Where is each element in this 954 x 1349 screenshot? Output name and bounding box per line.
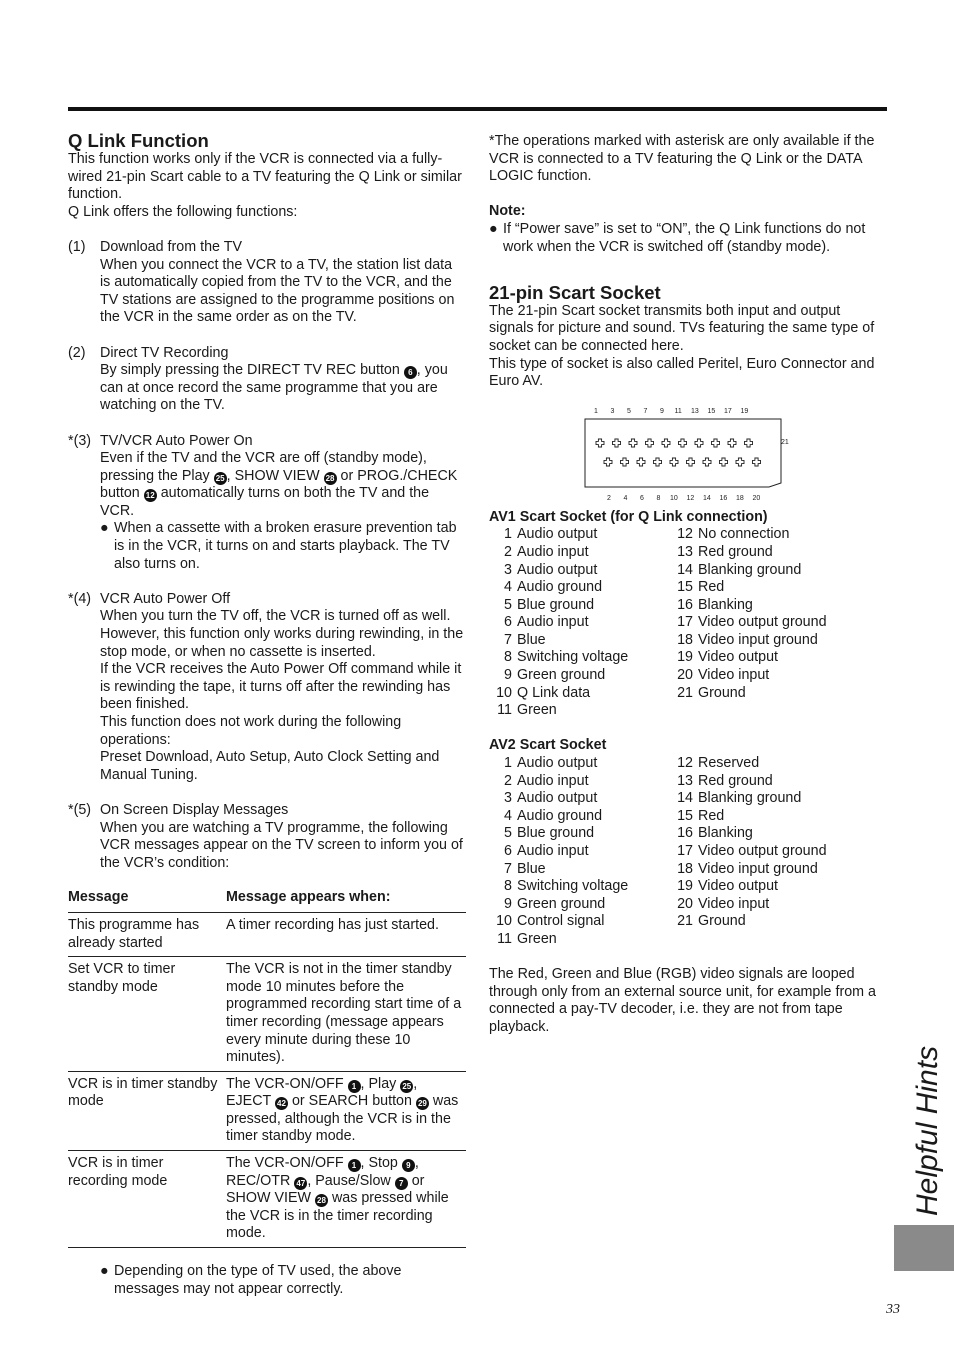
pin-description: Blanking ground [698, 790, 802, 807]
function-title: VCR Auto Power Off [100, 590, 231, 607]
pin-row [670, 913, 880, 931]
pin-icon [662, 439, 670, 447]
pin-description: Green ground [517, 895, 606, 912]
pin-label: 21 [781, 438, 789, 446]
scart-connector-diagram [583, 405, 793, 503]
pin-label: 7 [643, 407, 648, 415]
pin-icon [745, 439, 753, 447]
function-body: Even if the TV and the VCR are off (standby mode), pressing the Play 25 , SHOW VIEW 28 or PROG./CHECK button 12 automatically turns on both the TV and the VCR. [100, 450, 458, 519]
pin-description: Reserved [698, 755, 760, 772]
pin-number: 2 [504, 772, 512, 789]
qlink-intro-2: Q Link offers the following functions: [68, 203, 298, 220]
pin-label: 13 [691, 407, 699, 415]
pin-description: Audio output [517, 561, 598, 578]
pin-description: Video input ground [698, 860, 818, 877]
table-cell: A timer recording has just started. [226, 912, 466, 956]
av1-title: AV1 Scart Socket (for Q Link connection) [489, 508, 768, 525]
function-item: *(4) VCR Auto Power Off When you turn the TV off, the VCR is turned off as well. However, this function only works during rewinding, in the stop mode, or when no cassette is inserted. If the VCR receives the Auto Power Off command while it is rewinding the tape, it turns off after the rewinding has been finished. This function does not work during the following operations: Preset Download, Auto Setup, Auto Clock Setting and Manual Tuning. [68, 591, 466, 785]
pin-number: 11 [497, 702, 512, 719]
pin-row [489, 579, 670, 597]
pin-row [489, 773, 670, 791]
pin-icon [679, 439, 687, 447]
pin-number: 3 [504, 561, 512, 578]
pin-icon [728, 439, 736, 447]
button-number-icon: 7 [395, 1177, 408, 1190]
pin-number: 12 [677, 755, 693, 772]
pin-number: 20 [677, 667, 693, 684]
button-number-icon: 12 [144, 489, 157, 502]
pin-row [670, 632, 880, 650]
pin-description: Red ground [698, 543, 773, 560]
pin-number: 15 [677, 807, 693, 824]
pin-label: 19 [740, 407, 749, 415]
pin-description: Ground [698, 913, 746, 930]
pin-number: 14 [677, 561, 693, 578]
pin-number: 8 [504, 649, 512, 666]
pin-description: Audio output [517, 526, 598, 543]
function-body: This function does not work during the following operations: [100, 714, 402, 748]
pin-number: 10 [496, 684, 512, 701]
pin-row [670, 562, 880, 580]
pin-description: Video output ground [698, 614, 827, 631]
pin-label: 14 [703, 494, 711, 502]
pin-description: Blue ground [517, 596, 595, 613]
pin-icon [712, 439, 720, 447]
asterisk-note: *The operations marked with asterisk are only available if the VCR is connected to a TV featuring the Q Link or the DATA LOGIC function. [489, 133, 875, 185]
function-body: If the VCR receives the Auto Power Off command while it is rewinding the tape, it turns off after the rewinding has been finished. [100, 661, 462, 713]
scart-heading: 21-pin Scart Socket [489, 281, 661, 303]
pin-icon [703, 458, 711, 466]
pin-icon [695, 439, 703, 447]
qlink-intro: This function works only if the VCR is connected via a fully-wired 21-pin Scart cable to a TV featuring the Q Link or similar function. [68, 151, 462, 203]
pin-icon [596, 439, 604, 447]
pin-row [670, 579, 880, 597]
pin-number [670, 702, 698, 720]
pin-description: Q Link data [517, 684, 591, 701]
pin-number: 1 [504, 755, 512, 772]
pin-number: 9 [504, 895, 512, 912]
pin-description: Green ground [517, 667, 606, 684]
button-number-icon: 6 [404, 366, 417, 379]
pin-row [670, 773, 880, 791]
pin-description: Video output ground [698, 843, 827, 859]
pin-description: Video output [698, 878, 779, 895]
pin-description: Red [698, 807, 725, 824]
table-header: Message [68, 889, 226, 912]
button-number-icon: 1 [348, 1159, 361, 1172]
pin-row [489, 597, 670, 615]
pin-description: No connection [698, 526, 790, 543]
function-body: When you are watching a TV programme, the following VCR messages appear on the TV screen to inform you of the VCR’s condition: [100, 819, 463, 871]
pin-number: 11 [497, 930, 512, 947]
pin-row [489, 825, 670, 843]
pin-description: Switching voltage [517, 878, 629, 895]
pin-row [489, 808, 670, 826]
pin-description: Audio ground [517, 579, 603, 596]
pin-number: 13 [677, 772, 693, 789]
button-number-icon: 9 [402, 1159, 415, 1172]
pin-number [670, 931, 698, 949]
pin-description: Blue ground [517, 825, 595, 842]
pin-label: 2 [607, 494, 611, 502]
qlink-heading: Q Link Function [68, 130, 209, 151]
bullet-icon: ● [100, 520, 109, 537]
pin-description: Green [517, 930, 557, 947]
function-title: Download from the TV [100, 238, 242, 255]
messages-table [68, 889, 466, 1248]
pin-icon [637, 458, 645, 466]
pin-description: Audio output [517, 790, 598, 807]
table-cell: Set VCR to timer standby mode [68, 957, 226, 1072]
pin-row [670, 931, 880, 949]
table-cell: The VCR-ON/OFF 1 , Play 25 , EJECT 42 or SEARCH button 29 was pressed, although the VCR is in the timer standby mode. [226, 1071, 466, 1150]
pin-description: Blanking [698, 596, 753, 613]
pin-row [489, 667, 670, 685]
pin-label: 1 [594, 407, 598, 415]
pin-description: Video input [698, 667, 770, 684]
pin-number: 17 [677, 614, 693, 631]
pin-number: 21 [677, 684, 693, 701]
pin-number: 19 [677, 878, 693, 895]
pin-description: Green [517, 702, 557, 719]
pin-row [489, 790, 670, 808]
pin-description: Audio input [517, 543, 589, 560]
pin-number: 5 [504, 596, 512, 613]
pin-label: 6 [640, 494, 644, 502]
pin-number: 4 [504, 807, 512, 824]
pin-number: 7 [504, 631, 512, 648]
function-body: Preset Download, Auto Setup, Auto Clock Setting and Manual Tuning. [100, 749, 440, 783]
right-column [489, 133, 887, 1037]
pin-description: Red ground [698, 772, 773, 789]
pin-row [670, 685, 880, 703]
pin-label: 11 [674, 407, 682, 415]
pin-icon [687, 458, 695, 466]
pin-row [489, 755, 670, 773]
pin-number: 12 [677, 526, 693, 543]
function-body: When you connect the VCR to a TV, the station list data is automatically copied from the TV to the VCR, and the TV stations are assigned to the programme positions on the VCR in the same order as on the TV. [100, 256, 455, 326]
bullet-icon: ● [100, 1263, 109, 1280]
function-body: When you turn the TV off, the VCR is turned off as well. However, this function only works during rewinding, in the stop mode, or when no cassette is inserted. [100, 608, 464, 660]
table-header: Message appears when: [226, 889, 466, 912]
pin-label: 15 [707, 407, 716, 415]
function-body: By simply pressing the DIRECT TV REC button 6 , you can at once record the same programme that you are watching on the TV. [100, 362, 448, 414]
side-tab [894, 1225, 954, 1271]
pin-number: 6 [504, 843, 512, 859]
pin-label: 9 [660, 407, 664, 415]
function-item: (2) Direct TV Recording By simply pressing the DIRECT TV REC button 6 , you can at once record the same programme that you are watching on the TV. [68, 345, 466, 415]
function-item: *(5) On Screen Display Messages When you are watching a TV programme, the following VCR messages appear on the TV screen to inform you of the VCR’s condition: [68, 802, 466, 872]
pin-row [489, 632, 670, 650]
pin-row [489, 649, 670, 667]
pin-number: 15 [677, 579, 693, 596]
pin-number: 7 [504, 860, 512, 877]
pin-icon [604, 458, 612, 466]
pin-row [670, 790, 880, 808]
pin-number: 6 [504, 614, 512, 631]
pin-row [670, 843, 880, 861]
pin-row [670, 878, 880, 896]
scart-text: The 21-pin Scart socket transmits both input and output signals for picture and sound. TVs featuring the same type of socket can be connected here. [489, 302, 875, 354]
pin-row [489, 878, 670, 896]
pin-number: 3 [504, 790, 512, 807]
pin-number: 5 [504, 825, 512, 842]
pin-number: 9 [504, 667, 512, 684]
pin-row [489, 931, 670, 949]
pin-row [670, 597, 880, 615]
bullet-note: ● If “Power save” is set to “ON”, the Q Link functions do not work when the VCR is switched off (standby mode). [489, 220, 866, 255]
pin-row [489, 702, 670, 720]
pin-row [489, 614, 670, 632]
pin-number: 14 [677, 790, 693, 807]
pin-icon [621, 458, 629, 466]
function-title: Direct TV Recording [100, 344, 229, 361]
pin-number: 21 [677, 913, 693, 930]
pin-icon [629, 439, 637, 447]
table-row [68, 957, 466, 1072]
table-row [68, 1071, 466, 1150]
pin-number: 10 [496, 913, 512, 930]
pin-row [670, 544, 880, 562]
pin-description: Video input ground [698, 631, 818, 648]
pin-row [489, 843, 670, 861]
av2-pin-list [489, 755, 887, 949]
button-number-icon: 47 [294, 1177, 307, 1190]
scart-text: This type of socket is also called Peritel, Euro Connector and Euro AV. [489, 355, 875, 390]
pin-icon [613, 439, 621, 447]
pin-label: 16 [719, 494, 728, 502]
pin-icon [753, 458, 761, 466]
pin-label: 5 [627, 407, 631, 415]
button-number-icon: 42 [275, 1097, 288, 1110]
pin-number: 13 [677, 543, 693, 560]
pin-description: Audio input [517, 614, 589, 631]
pin-description: Switching voltage [517, 649, 629, 666]
pin-number: 1 [504, 526, 512, 543]
bullet-note: ● Depending on the type of TV used, the above messages may not appear correctly. [100, 1263, 402, 1297]
pin-number: 8 [504, 878, 512, 895]
button-number-icon: 28 [324, 472, 337, 485]
note-label: Note: [489, 203, 526, 220]
pin-number: 2 [504, 543, 512, 560]
pin-number: 17 [677, 843, 693, 859]
pin-icon [654, 458, 662, 466]
scart-connector-icon [583, 405, 793, 503]
table-cell: This programme has already started [68, 912, 226, 956]
table-cell: The VCR-ON/OFF 1 , Stop 9 , REC/OTR 47 , Pause/Slow 7 or SHOW VIEW 28 was pressed while the VCR is in the timer recording mode. [226, 1151, 466, 1248]
pin-number: 4 [504, 579, 512, 596]
bullet-note: ● When a cassette with a broken erasure prevention tab is in the VCR, it turns on and starts playback. The TV also turns on. [100, 520, 457, 572]
pin-row [489, 544, 670, 562]
pin-row [489, 562, 670, 580]
pin-row [670, 667, 880, 685]
button-number-icon: 25 [400, 1080, 413, 1093]
top-rule [68, 107, 887, 111]
pin-row [670, 614, 880, 632]
side-label: Helpful Hints [911, 1045, 944, 1216]
pin-label: 17 [724, 407, 732, 415]
function-title: TV/VCR Auto Power On [100, 432, 253, 449]
pin-row [489, 685, 670, 703]
pin-description: Blanking ground [698, 561, 802, 578]
function-item: *(3) TV/VCR Auto Power On Even if the TV and the VCR are off (standby mode), pressing the Play 25 , SHOW VIEW 28 or PROG./CHECK button 12 automatically turns on both the TV and the VCR. ● When a cassette with a broken erasure prevention tab is in the VCR, it turns on and starts playback. The TV also turns on. [68, 433, 466, 574]
table-row [68, 912, 466, 956]
pin-icon [670, 458, 678, 466]
pin-icon [720, 458, 728, 466]
pin-label: 8 [656, 494, 661, 502]
table-cell: VCR is in timer standby mode [68, 1071, 226, 1150]
function-item: (1) Download from the TV When you connect the VCR to a TV, the station list data is automatically copied from the TV to the VCR, and the TV stations are assigned to the programme positions on the VCR in the same order as on the TV. [68, 239, 466, 327]
pin-number: 18 [677, 631, 693, 648]
pin-description: Blue [517, 860, 546, 877]
pin-label: 12 [686, 494, 695, 502]
pin-row [670, 861, 880, 879]
pin-description: Control signal [517, 913, 605, 930]
pin-number: 18 [677, 860, 693, 877]
table-cell: VCR is in timer recording mode [68, 1151, 226, 1248]
button-number-icon: 25 [214, 472, 227, 485]
pin-description: Blanking [698, 825, 753, 842]
button-number-icon: 28 [315, 1194, 328, 1207]
pin-description: Blue [517, 631, 546, 648]
pin-icon [736, 458, 744, 466]
pin-number: 16 [677, 596, 693, 613]
table-row [68, 1151, 466, 1248]
av1-pin-list [489, 526, 887, 720]
pin-row [489, 913, 670, 931]
pin-row [670, 526, 880, 544]
pin-label: 18 [736, 494, 744, 502]
pin-row [489, 861, 670, 879]
pin-description: Audio input [517, 843, 589, 859]
table-cell: The VCR is not in the timer standby mode 10 minutes before the programmed recording start time of a timer recording (message appears every minute during these 10 minutes). [226, 957, 466, 1072]
pin-row [670, 808, 880, 826]
pin-label: 4 [623, 494, 628, 502]
pin-number: 20 [677, 895, 693, 912]
pin-row [670, 896, 880, 914]
pin-label: 3 [610, 407, 615, 415]
table-header-row [68, 889, 466, 912]
pin-row [489, 526, 670, 544]
pin-description: Audio ground [517, 807, 603, 824]
bullet-icon: ● [489, 220, 498, 237]
pin-description: Video output [698, 649, 779, 666]
pin-description: Ground [698, 684, 746, 701]
pin-number: 16 [677, 825, 693, 842]
pin-description: Video input [698, 895, 770, 912]
pin-row [670, 755, 880, 773]
pin-number: 19 [677, 649, 693, 666]
button-number-icon: 1 [348, 1080, 361, 1093]
pin-icon [646, 439, 654, 447]
rgb-note: The Red, Green and Blue (RGB) video signals are looped through only from an external source unit, for example from a connected a pay-TV decoder, i.e. they are not from tape playback. [489, 966, 877, 1035]
pin-description: Audio output [517, 755, 598, 772]
av2-title: AV2 Scart Socket [489, 737, 607, 754]
pin-row [489, 896, 670, 914]
left-column [68, 130, 466, 1298]
pin-description: Audio input [517, 772, 589, 789]
pin-row [670, 702, 880, 720]
pin-label: 10 [670, 494, 678, 502]
button-number-icon: 29 [416, 1097, 429, 1110]
pin-row [670, 649, 880, 667]
pin-label: 20 [752, 494, 761, 502]
pin-description: Red [698, 579, 725, 596]
pin-row [670, 825, 880, 843]
function-title: On Screen Display Messages [100, 801, 289, 818]
page-number: 33 [886, 1302, 900, 1317]
